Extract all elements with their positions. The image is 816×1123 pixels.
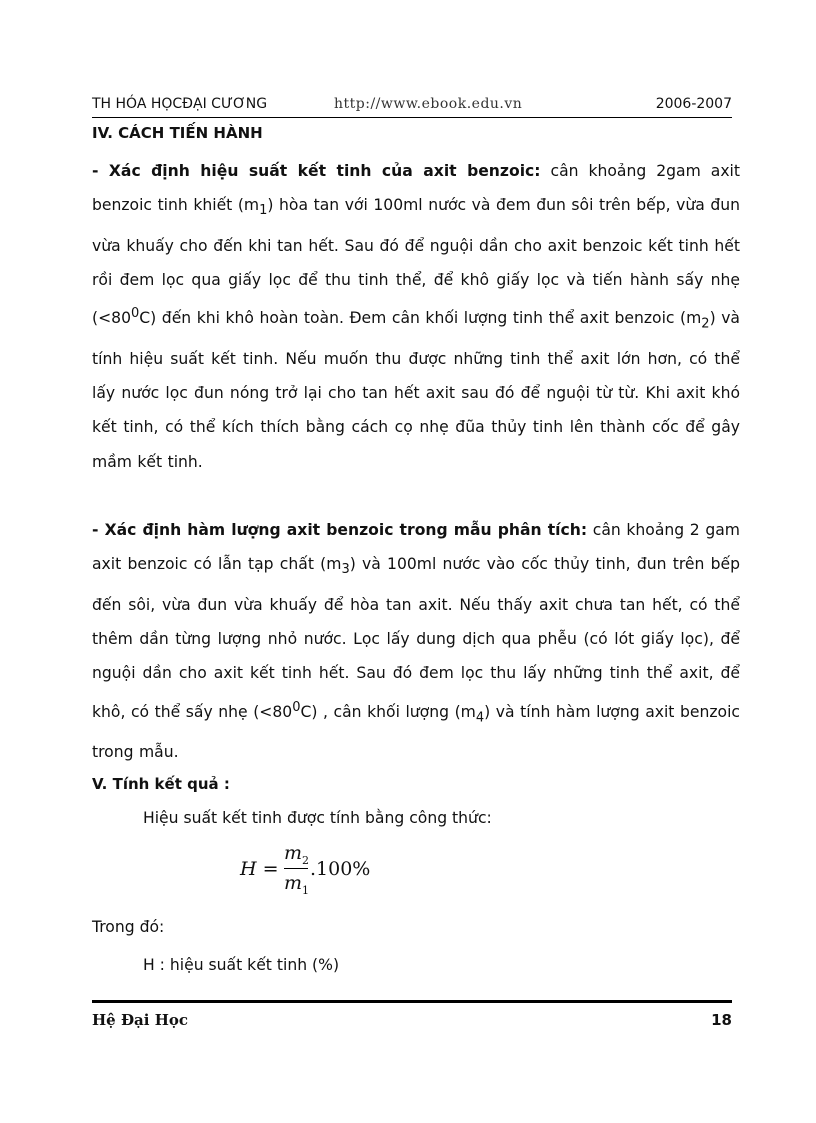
page-footer [92, 1011, 732, 1033]
yield-formula [240, 842, 400, 900]
subscript: 3 [341, 562, 350, 578]
paragraph-lead: - Xác định hàm lượng axit benzoic trong mẫu phân tích: [92, 521, 588, 539]
footer-rule [92, 1000, 732, 1003]
paragraph-text: ) hòa tan với 100ml nước và đem đun sôi trên bếp, vừa đun vừa khuấy cho đến khi tan hết. Sau đó để nguội dần cho axit benzoic kết tinh hết rồi đem lọc qua giấy lọc để thu tinh thể, để khô giấy lọc và tiến hành sấy nhẹ (<80 [92, 196, 740, 328]
denominator-sub: 1 [302, 883, 310, 897]
formula-lhs: H = [240, 858, 279, 880]
header-course-title: TH HÓA HỌCĐẠI CƯƠNG [92, 96, 268, 112]
superscript: 0 [292, 699, 301, 715]
formula-numerator [284, 842, 308, 867]
formula-intro: Hiệu suất kết tinh được tính bằng công thức: [143, 809, 492, 827]
paragraph-content-analysis [92, 513, 740, 769]
header-rule [92, 117, 732, 118]
section-5-title: V. Tính kết quả : [92, 775, 230, 793]
header-year: 2006-2007 [655, 96, 732, 112]
page-header [92, 96, 732, 116]
paragraph-text: ) và 100ml nước vào cốc thủy tinh, đun trên bếp đến sôi, vừa đun vừa khuấy để hòa tan axit. Nếu thấy axit chưa tan hết, có thể thêm dần từng lượng nhỏ nước. Lọc lấy dung dịch qua phễu (có lót giấy lọc), để nguội dần cho axit kết tinh hết. Sau đó đem lọc thu lấy những tinh thể axit, để khô, có thể sấy nhẹ (<80 [92, 555, 740, 721]
numerator-var: m [284, 842, 303, 864]
paragraph-text: C) , cân khối lượng (m [300, 702, 476, 721]
paragraph-text: ) và tính hàm lượng axit benzoic trong mẫu. [92, 702, 740, 762]
subscript: 1 [259, 203, 268, 219]
formula-rhs: .100% [310, 858, 371, 880]
subscript: 4 [475, 709, 485, 725]
paragraph-text: ) và tính hiệu suất kết tinh. Nếu muốn thu được những tinh thể axit lớn hơn, có thể lấy nước lọc đun nóng trở lại cho tan hết axit sau đó để nguội từ từ. Khi axit khó kết tinh, có thể kích thích bằng cách cọ nhẹ đũa thủy tinh lên thành cốc để gây mầm kết tinh. [92, 309, 740, 471]
paragraph-text: cân khoảng 2 gam axit benzoic có lẫn tạp chất (m [92, 521, 741, 574]
page-number: 18 [711, 1011, 732, 1029]
paragraph-text: cân khoảng 2gam axit benzoic tinh khiết (m [92, 162, 741, 215]
definition-h: H : hiệu suất kết tinh (%) [143, 956, 340, 974]
superscript: 0 [131, 306, 140, 322]
paragraph-crystallization-yield [92, 154, 740, 479]
footer-program: Hệ Đại Học [92, 1011, 188, 1029]
paragraph-lead: - Xác định hiệu suất kết tinh của axit benzoic: [92, 162, 541, 180]
formula-denominator [284, 872, 308, 897]
paragraph-text: C) đến khi khô hoàn toàn. Đem cân khối lượng tinh thể axit benzoic (m [139, 309, 702, 328]
numerator-sub: 2 [302, 853, 310, 867]
fraction-bar [284, 868, 308, 869]
subscript: 2 [701, 316, 710, 332]
section-4-title: IV. CÁCH TIẾN HÀNH [92, 124, 263, 142]
denominator-var: m [284, 872, 303, 894]
header-url: http://www.ebook.edu.vn [334, 96, 523, 112]
where-label: Trong đó: [92, 918, 165, 936]
